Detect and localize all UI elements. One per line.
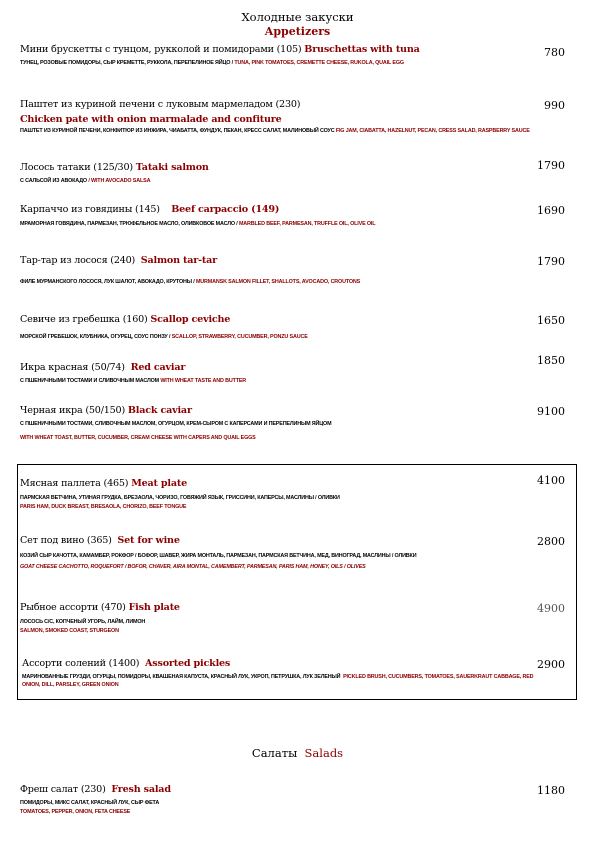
menu-item-beef-carpaccio (20, 204, 532, 228)
item-name-ru: Тар-тар из лосося (240) (20, 255, 136, 266)
salads-title-ru: Салаты (251, 746, 298, 760)
item-name-ru: Рыбное ассорти (470) (20, 602, 126, 613)
item-name-en: Chicken pate with onion marmalade and confiture (20, 114, 282, 125)
item-name-en: Meat plate (131, 478, 188, 489)
item-name-en: Fish plate (128, 602, 180, 613)
item-desc-en: WITH WHEAT TOAST, BUTTER, CUCUMBER, CREAM CHEESE WITH CAPERS AND QUAIL EGGS (20, 435, 256, 441)
item-price: 1790 (537, 159, 565, 172)
item-desc-en: GOAT CHEESE CACHOTTO, ROQUEFORT / BOFOR, CHAVER, AIRA MONTAL, CAMEMBERT, PARMESAN, PARIS HAM, HONEY, OILS / OLIVES (20, 564, 366, 570)
item-price: 1790 (537, 255, 565, 268)
item-price: 2900 (537, 658, 565, 671)
item-name-ru: Мини брускетты с тунцом, рукколой и помидорами (105) (20, 44, 302, 55)
item-desc-ru: МАРИНОВАННЫЕ ГРУЗДИ, ОГУРЦЫ, ПОМИДОРЫ, КВАШЕНАЯ КАПУСТА, КРАСНЫЙ ЛУК, УКРОП, ПЕТРУШКА, ЛУК ЗЕЛЕНЫЙ (22, 674, 341, 680)
item-desc-ru: КОЗИЙ СЫР КАЧОТТА, КАМАМБЕР, РОКФОР / БОФОР, ШАВЕР, ЖИРА МОНТАЛЬ, ПАРМЕЗАН, ПАРМСКАЯ ВЕТЧИНА, МЕД, ВИНОГРАД, МАСЛИНЫ / ОЛИВКИ (20, 553, 417, 559)
menu-item-red-caviar (20, 362, 532, 385)
menu-item-salmon-tartar (20, 255, 532, 286)
item-desc-ru: ПАШТЕТ ИЗ КУРИНОЙ ПЕЧЕНИ, КОНФИТЮР ИЗ ИНЖИРА, ЧИАБАТТА, ФУНДУК, ПЕКАН, КРЕСС САЛАТ, МАЛИНОВЫЙ СОУС (20, 128, 335, 134)
item-desc-ru: ФИЛЕ МУРМАНСКОГО ЛОСОСЯ, ЛУК ШАЛОТ, АВОКАДО, КРУТОНЫ / (20, 279, 195, 285)
item-name-en: Scallop ceviche (150, 314, 231, 325)
item-desc-ru: ПАРМСКАЯ ВЕТЧИНА, УТИНАЯ ГРУДКА, БРЕЗАОЛА, ЧОРИЗО, ГОВЯЖИЙ ЯЗЫК, ГРИССИНИ, КАПЕРСЫ, МАСЛИНЫ / ОЛИВКИ (20, 495, 340, 501)
item-price: 1650 (537, 314, 565, 327)
item-name-en: Fresh salad (111, 784, 171, 795)
section-title-en: Appetizers (264, 25, 331, 38)
item-price: 4100 (537, 474, 565, 487)
item-name-en: Set for wine (117, 535, 180, 546)
item-name-ru: Севиче из гребешка (160) (20, 314, 148, 325)
item-desc-en: PARIS HAM, DUCK BREAST, BRESAOLA, CHORIZO, BEEF TONGUE (20, 504, 187, 510)
item-desc-en: MARBLED BEEF, PARMESAN, TRUFFLE OIL, OLIVE OIL (238, 221, 376, 227)
item-name-ru: Паштет из куриной печени с луковым мармеладом (230) (20, 99, 301, 110)
item-price: 990 (544, 99, 565, 112)
item-desc-ru: С ПШЕНИЧНЫМИ ТОСТАМИ, СЛИВОЧНЫМ МАСЛОМ, ОГУРЦОМ, КРЕМ-СЫРОМ С КАПЕРСАМИ И ПЕРЕПЕЛИНЫМ ЯЙЦОМ (20, 421, 332, 427)
item-price: 1180 (537, 784, 565, 797)
item-name-ru: Сет под вино (365) (20, 535, 112, 546)
item-name-ru: Черная икра (50/150) (20, 405, 125, 416)
item-name-en: Tataki salmon (135, 162, 209, 173)
menu-item-fresh-salad (20, 784, 532, 816)
item-name-ru: Фреш салат (230) (20, 784, 106, 795)
item-name-en: Black caviar (127, 405, 192, 416)
item-name-en: Red caviar (130, 362, 186, 373)
item-name-ru: Карпаччо из говядины (145) (20, 204, 160, 215)
item-price: 780 (544, 46, 565, 59)
item-name-ru: Икра красная (50/74) (20, 362, 125, 373)
item-desc-en: FIG JAM, CIABATTA, HAZELNUT, PECAN, CRESS SALAD, RASPBERRY SAUCE (335, 128, 530, 134)
item-desc-ru: ПОМИДОРЫ, МИКС САЛАТ, КРАСНЫЙ ЛУК, СЫР ФЕТА (20, 800, 160, 806)
item-desc-ru: МРАМОРНАЯ ГОВЯДИНА, ПАРМЕЗАН, ТРЮФЕЛЬНОЕ МАСЛО, ОЛИВКОВОЕ МАСЛО / (20, 221, 238, 227)
item-desc-en: MURMANSK SALMON FILLET, SHALLOTS, AVOCADO, CROUTONS (195, 279, 361, 285)
menu-item-assorted-pickles (22, 658, 534, 689)
section-title-ru: Холодные закуски (241, 10, 354, 24)
salads-title-en: Salads (304, 746, 344, 760)
item-desc-ru: ТУНЕЦ, РОЗОВЫЕ ПОМИДОРЫ, СЫР КРЕМЕТТЕ, РУККОЛА, ПЕРЕПЕЛИНОЕ ЯЙЦО / (20, 60, 234, 66)
item-desc-ru: С ПШЕНИЧНЫМИ ТОСТАМИ И СЛИВОЧНЫМ МАСЛОМ (20, 378, 159, 384)
item-price: 1850 (537, 354, 565, 367)
menu-item-bruschettas (20, 44, 532, 67)
menu-item-fish-plate (20, 602, 532, 635)
menu-item-chicken-pate (20, 99, 532, 135)
item-name-ru: Мясная паллета (465) (20, 478, 129, 489)
item-desc-en: / WITH AVOCADO SALSA (88, 178, 151, 184)
item-desc-en: SALMON, SMOKED COAST, STURGEON (20, 628, 119, 634)
item-name-en: Beef carpaccio (149) (171, 204, 280, 215)
item-desc-en: PICKLED BRUSH, CUCUMBERS, TOMATOES, SAUERKRAUT CABBAGE, RED ONION, DILL, PARSLEY, GREEN ONION (22, 674, 534, 688)
item-price: 9100 (537, 405, 565, 418)
item-price: 4900 (537, 602, 565, 615)
item-name-en: Assorted pickles (145, 658, 231, 669)
menu-item-meat-plate (20, 478, 532, 511)
item-name-ru: Лосось татаки (125/30) (20, 162, 133, 173)
item-desc-en: TOMATOES, PEPPER, ONION, FETA CHEESE (20, 809, 131, 815)
item-desc-ru: С САЛЬСОЙ ИЗ АВОКАДО (20, 178, 87, 184)
item-name-en: Bruschettas with tuna (304, 44, 420, 55)
item-desc-ru: ЛОСОСЬ С/С, КОПЧЕНЫЙ УГОРЬ, ЛАЙМ, ЛИМОН (20, 619, 146, 625)
item-price: 2800 (537, 535, 565, 548)
item-name-en: Salmon tar-tar (140, 255, 218, 266)
item-name-ru: Ассорти солений (1400) (22, 658, 140, 669)
item-desc-en: SCALLOP, STRAWBERRY, CUCUMBER, PONZU SAUCE (171, 334, 308, 340)
item-desc-ru: МОРСКОЙ ГРЕБЕШОК, КЛУБНИКА, ОГУРЕЦ, СОУС ПОНЗУ / (20, 334, 171, 340)
menu-item-set-for-wine (20, 535, 532, 571)
menu-item-black-caviar (20, 405, 532, 442)
salads-section-title (0, 746, 595, 760)
item-desc-en: WITH WHEAT TASTE AND BUTTER (160, 378, 247, 384)
menu-item-tataki-salmon (20, 162, 532, 185)
item-desc-en: TUNA, PINK TOMATOES, CREMETTE CHEESE, RUKOLA, QUAIL EGG (234, 60, 404, 66)
menu-item-scallop-ceviche (20, 314, 532, 341)
item-price: 1690 (537, 204, 565, 217)
